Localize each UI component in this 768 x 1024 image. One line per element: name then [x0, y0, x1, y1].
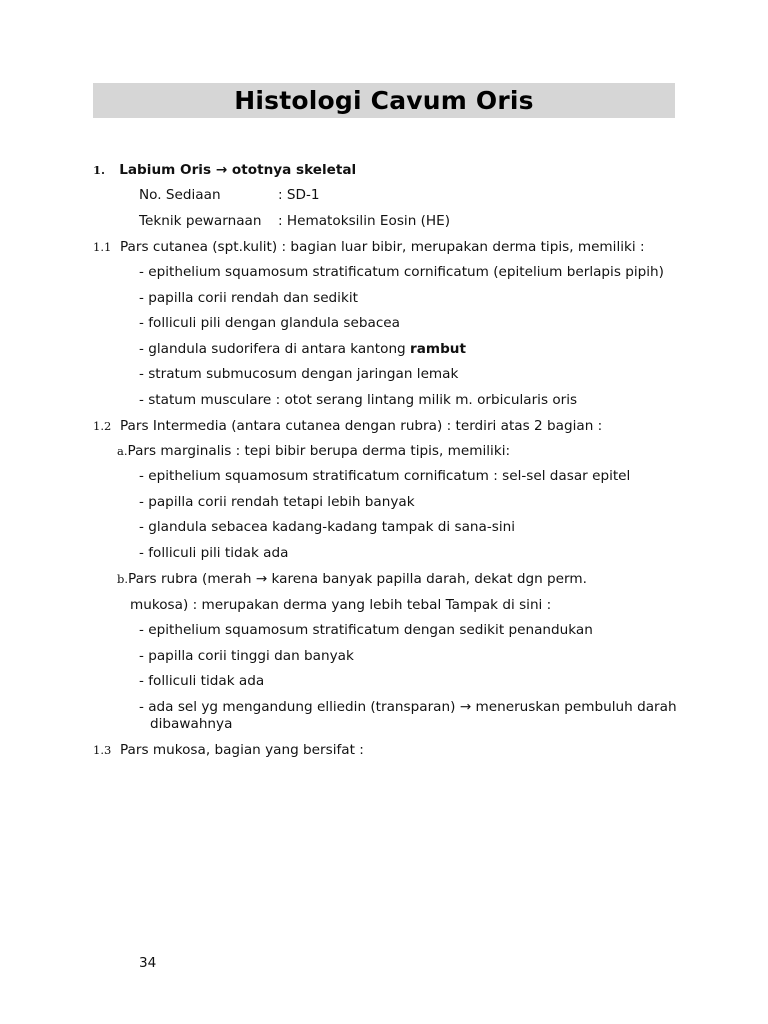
subsection-b — [117, 570, 587, 588]
list-item: - glandula sebacea kadang-kadang tampak di sana-sini — [139, 519, 515, 535]
section-1-1-text: Pars cutanea (spt.kulit) : bagian luar bibir, merupakan derma tipis, memiliki : — [119, 239, 645, 255]
subsection-b-label: b. — [117, 572, 129, 586]
list-item: - epithelium squamosum stratificatum cornificatum (epitelium berlapis pipih) — [139, 264, 664, 280]
subsection-b-continuation: mukosa) : merupakan derma yang lebih tebal Tampak di sini : — [130, 597, 552, 613]
list-item: - papilla corii rendah dan sedikit — [139, 290, 358, 306]
subsection-a-text: Pars marginalis : tepi bibir berupa derma tipis, memiliki: — [127, 443, 511, 459]
list-item: - papilla corii tinggi dan banyak — [139, 648, 354, 664]
subsection-a — [117, 442, 510, 460]
subsection-b-text-2: karena banyak papilla darah, dekat dgn perm. — [271, 571, 587, 587]
section-1-2-number: 1.2 — [93, 419, 112, 433]
list-item — [139, 340, 466, 358]
list-item: - epithelium squamosum stratificatum dengan sedikit penandukan — [139, 622, 593, 638]
sediaan-value: : SD-1 — [278, 187, 320, 203]
arrow-right-icon: → — [255, 571, 268, 587]
glandula-bold: rambut — [410, 341, 466, 357]
list-item: - papilla corii rendah tetapi lebih banyak — [139, 494, 415, 510]
section-1-3-text: Pars mukosa, bagian yang bersifat : — [119, 742, 364, 758]
sediaan-label: No. Sediaan — [139, 187, 221, 203]
section-1-2-text: Pars Intermedia (antara cutanea dengan rubra) : terdiri atas 2 bagian : — [119, 418, 603, 434]
list-item: - statum musculare : otot serang lintang milik m. orbicularis oris — [139, 392, 578, 408]
section-1-1-number: 1.1 — [93, 240, 112, 254]
section-1-3-number: 1.3 — [93, 743, 112, 757]
list-item: - folliculi pili tidak ada — [139, 545, 289, 561]
subsection-b-text-1: Pars rubra (merah — [128, 571, 252, 587]
list-item: - folliculi tidak ada — [139, 673, 265, 689]
section-1-heading — [93, 161, 356, 179]
glandula-text: - glandula sudorifera di antara kantong — [139, 341, 406, 357]
page-title: Histologi Cavum Oris — [234, 86, 534, 115]
arrow-right-icon: → — [215, 162, 228, 178]
elliedin-continuation: dibawahnya — [150, 716, 233, 732]
teknik-value: : Hematoksilin Eosin (HE) — [278, 213, 451, 229]
section-1-suffix: ototnya skeletal — [231, 162, 357, 178]
elliedin-text-2: meneruskan pembuluh darah — [475, 699, 677, 715]
subsection-a-label: a. — [117, 444, 128, 458]
arrow-right-icon: → — [459, 699, 472, 715]
list-item: - epithelium squamosum stratificatum cornificatum : sel-sel dasar epitel — [139, 468, 631, 484]
teknik-label: Teknik pewarnaan — [139, 213, 262, 229]
section-1-1 — [93, 238, 645, 256]
section-1-title: Labium Oris — [119, 162, 212, 178]
list-item: - stratum submucosum dengan jaringan lemak — [139, 366, 459, 382]
list-item — [139, 698, 677, 716]
list-item: - folliculi pili dengan glandula sebacea — [139, 315, 401, 331]
section-1-number: 1. — [93, 163, 106, 177]
page-number: 34 — [139, 955, 157, 971]
title-bar — [93, 83, 675, 118]
section-1-2 — [93, 417, 602, 435]
section-1-3 — [93, 741, 364, 759]
elliedin-text: - ada sel yg mengandung elliedin (transparan) — [139, 699, 456, 715]
